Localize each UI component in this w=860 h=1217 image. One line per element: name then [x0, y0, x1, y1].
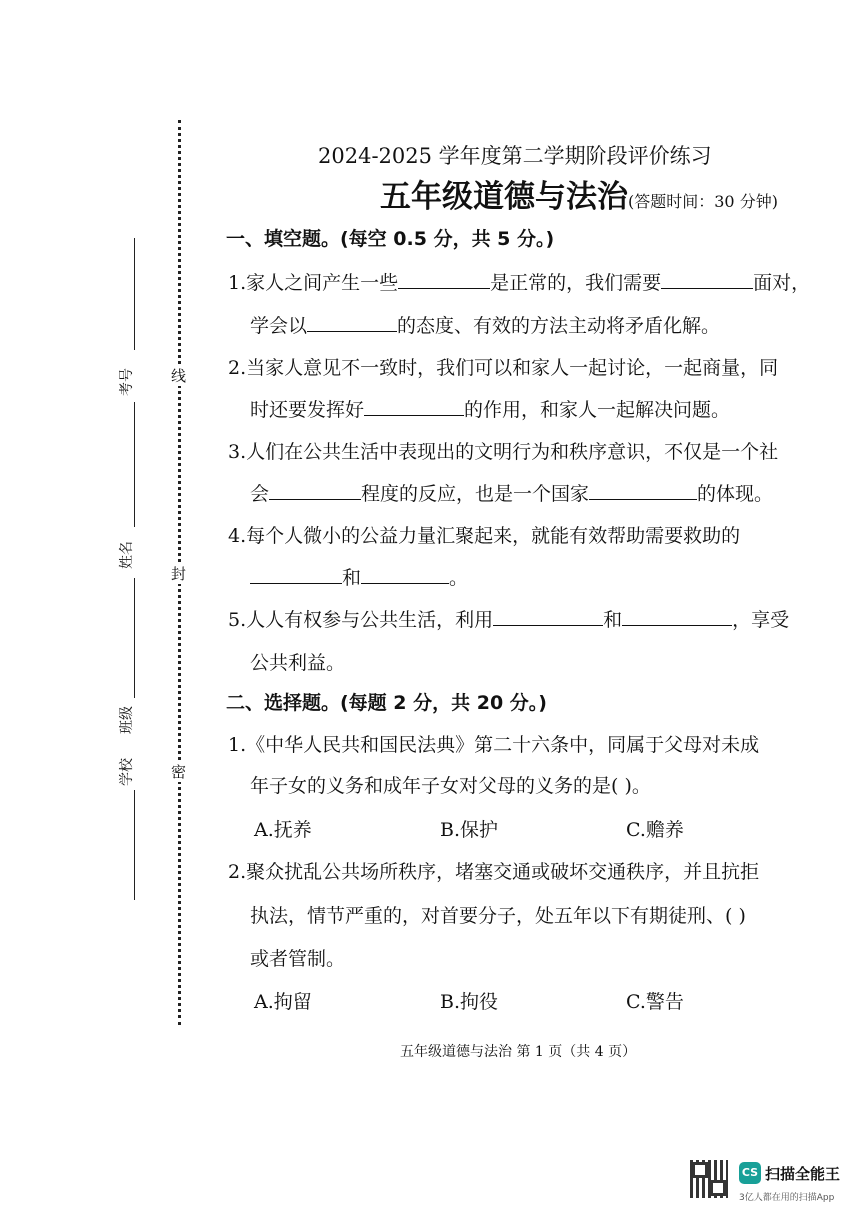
- label-class: 班级: [119, 706, 135, 734]
- s2-q1-option-b[interactable]: B.保护: [440, 819, 499, 841]
- s1-q4-blank2[interactable]: [361, 565, 449, 584]
- s1-q1-blank2[interactable]: [661, 270, 753, 289]
- s2-q1-option-a[interactable]: A.抚养: [254, 819, 312, 841]
- binding-word-xian: 线: [171, 367, 187, 385]
- exam-number-field[interactable]: [134, 238, 135, 350]
- s1-q1-text: 学会以: [250, 315, 308, 337]
- s1-q3-text: 的体现。: [697, 483, 774, 505]
- s1-q3-line1: 3.人们在公共生活中表现出的文明行为和秩序意识，不仅是一个社: [228, 441, 779, 463]
- time-note: (答题时间：30 分钟): [628, 192, 778, 211]
- s1-q5-text: 和: [603, 609, 623, 631]
- s1-q5-text: 5.人人有权参与公共生活，利用: [228, 609, 494, 631]
- camscanner-name: 扫描全能王: [765, 1165, 841, 1183]
- s1-q5-blank2[interactable]: [622, 607, 732, 626]
- s2-q2-option-b[interactable]: B.拘役: [440, 991, 499, 1013]
- s1-q5-line1: [228, 605, 789, 632]
- s1-q1-text: 的态度、有效的方法主动将矛盾化解。: [397, 315, 721, 337]
- s2-q1-line2: 年子女的义务和成年子女对父母的义务的是( )。: [250, 775, 651, 797]
- section2-heading: 二、选择题。(每题 2 分，共 20 分。): [226, 692, 547, 714]
- s1-q2-text: 的作用，和家人一起解决问题。: [464, 399, 731, 421]
- binding-word-feng: 封: [171, 565, 187, 583]
- s2-q2-line1: 2.聚众扰乱公共场所秩序，堵塞交通或破坏交通秩序，并且抗拒: [228, 861, 760, 883]
- s1-q4-line2: [250, 563, 468, 590]
- s1-q1-blank3[interactable]: [307, 313, 397, 332]
- camscanner-logo-icon: CS: [739, 1162, 761, 1184]
- s1-q2-blank1[interactable]: [364, 397, 464, 416]
- section1-heading: 一、填空题。(每空 0.5 分，共 5 分。): [226, 228, 555, 250]
- s1-q1-line1: [228, 268, 810, 295]
- s1-q4-line1: 4.每个人微小的公益力量汇聚起来，就能有效帮助需要救助的: [228, 525, 741, 547]
- s1-q4-text: 。: [449, 567, 469, 589]
- s1-q3-text: 程度的反应，也是一个国家: [361, 483, 590, 505]
- exam-title: [380, 171, 778, 216]
- camscanner-tagline: 3亿人都在用的扫描App: [739, 1193, 835, 1203]
- s1-q1-line2: [250, 311, 720, 338]
- s1-q5-text: ，享受: [732, 609, 790, 631]
- s1-q1-text: 面对，: [753, 272, 811, 294]
- s2-q1-line1: 1.《中华人民共和国民法典》第二十六条中，同属于父母对未成: [228, 734, 760, 756]
- name-field[interactable]: [134, 402, 135, 527]
- s1-q2-line1: 2.当家人意见不一致时，我们可以和家人一起讨论，一起商量，同: [228, 357, 779, 379]
- school-field[interactable]: [134, 790, 135, 900]
- title-main: 五年级道德与法治: [380, 179, 628, 215]
- s1-q2-line2: [250, 395, 730, 422]
- binding-word-mi: 密: [171, 763, 187, 781]
- s1-q1-text: 1.家人之间产生一些: [228, 272, 399, 294]
- s1-q3-line2: [250, 479, 773, 506]
- s1-q2-text: 时还要发挥好: [250, 399, 365, 421]
- s1-q3-blank2[interactable]: [589, 481, 697, 500]
- s2-q1-option-c[interactable]: C.赡养: [626, 819, 684, 841]
- s2-q2-line2: 执法，情节严重的，对首要分子，处五年以下有期徒刑、( ): [250, 905, 746, 927]
- exam-subtitle: 2024-2025 学年度第二学期阶段评价练习: [318, 144, 712, 168]
- label-exam-number: 考号: [119, 368, 135, 396]
- label-school: 学校: [119, 758, 135, 786]
- s2-q2-option-a[interactable]: A.拘留: [254, 991, 312, 1013]
- page-footer: 五年级道德与法治 第 1 页（共 4 页）: [400, 1044, 637, 1060]
- class-field[interactable]: [134, 578, 135, 698]
- s1-q4-blank1[interactable]: [250, 565, 342, 584]
- s1-q1-blank1[interactable]: [398, 270, 490, 289]
- s1-q3-text: 会: [250, 483, 270, 505]
- s1-q5-line2: 公共利益。: [250, 652, 346, 674]
- s2-q2-line3: 或者管制。: [250, 948, 346, 970]
- s1-q5-blank1[interactable]: [493, 607, 603, 626]
- s1-q1-text: 是正常的，我们需要: [490, 272, 662, 294]
- label-name: 姓名: [119, 541, 135, 569]
- s1-q3-blank1[interactable]: [269, 481, 361, 500]
- s2-q2-option-c[interactable]: C.警告: [626, 991, 684, 1013]
- s1-q4-text: 和: [342, 567, 362, 589]
- qr-code-icon: [690, 1160, 728, 1198]
